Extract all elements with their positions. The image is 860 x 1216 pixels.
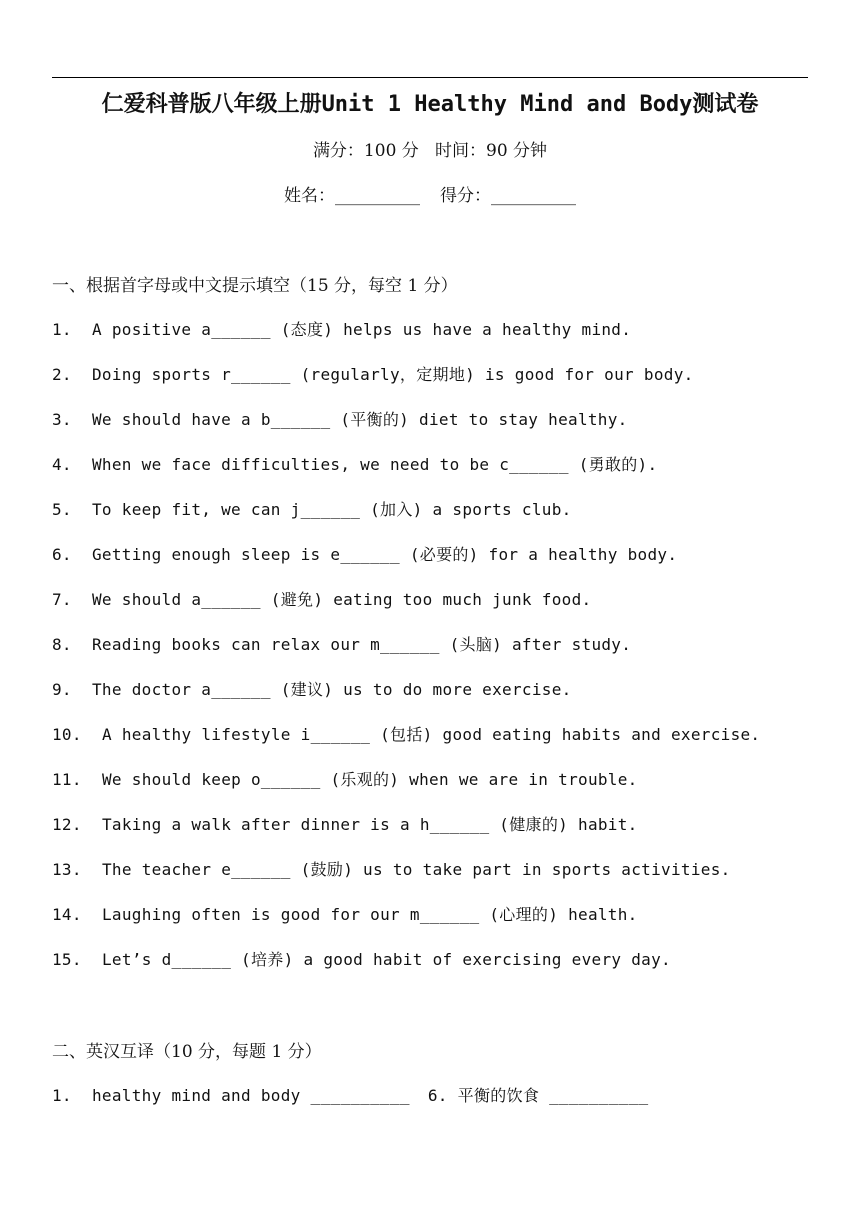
question-text: 平衡的饮食 __________	[457, 1086, 649, 1105]
question-number: 9.	[52, 680, 72, 699]
question-text: The teacher e______ (鼓励) us to take part in sports activities.	[102, 860, 731, 879]
question-item	[52, 947, 671, 970]
question-item	[52, 902, 638, 925]
question-number: 5.	[52, 500, 72, 519]
question-text: A healthy lifestyle i______ (包括) good eating habits and exercise.	[102, 725, 761, 744]
question-text: Laughing often is good for our m______ (心理的) health.	[102, 905, 638, 924]
question-item	[52, 362, 694, 385]
question-number: 11.	[52, 770, 82, 789]
question-number: 1.	[52, 1086, 72, 1105]
score-time-text: 满分：100 分 时间：90 分钟	[312, 141, 548, 161]
question-number: 6.	[427, 1086, 448, 1105]
question-item	[52, 317, 631, 340]
question-text: A positive a______ (态度) helps us have a healthy mind.	[92, 320, 632, 339]
question-item	[52, 767, 638, 790]
question-text: When we face difficulties, we need to be c______ (勇敢的).	[92, 455, 658, 474]
question-number: 12.	[52, 815, 82, 834]
name-score-line	[0, 181, 860, 206]
question-text: To keep fit, we can j______ (加入) a sports club.	[92, 500, 572, 519]
question-item	[52, 542, 677, 565]
question-text: Getting enough sleep is e______ (必要的) for a healthy body.	[92, 545, 678, 564]
score-time-line	[0, 136, 860, 161]
question-text: healthy mind and body __________	[92, 1086, 410, 1105]
score-field[interactable]: 得分：__________	[440, 186, 576, 206]
question-item	[52, 812, 638, 835]
question-number: 10.	[52, 725, 82, 744]
question-text: We should a______ (避免) eating too much junk food.	[92, 590, 592, 609]
question-text: Reading books can relax our m______ (头脑) after study.	[92, 635, 632, 654]
question-item	[52, 677, 572, 700]
translation-row	[52, 1083, 648, 1106]
question-number: 1.	[52, 320, 72, 339]
page-title: 仁爱科普版八年级上册Unit 1 Healthy Mind and Body测试卷	[101, 92, 759, 117]
question-item	[52, 407, 628, 430]
question-item	[52, 497, 572, 520]
header-rule	[52, 77, 808, 78]
question-item	[52, 452, 657, 475]
question-text: Let’s d______ (培养) a good habit of exercising every day.	[102, 950, 671, 969]
question-text: We should have a b______ (平衡的) diet to stay healthy.	[92, 410, 628, 429]
section2-heading: 二、英汉互译（10 分，每题 1 分）	[52, 1042, 322, 1062]
question-number: 13.	[52, 860, 82, 879]
question-item	[52, 857, 731, 880]
section1-heading: 一、根据首字母或中文提示填空（15 分，每空 1 分）	[52, 276, 458, 296]
question-text: Doing sports r______ (regularly，定期地) is good for our body.	[92, 365, 694, 384]
question-text: Taking a walk after dinner is a h______ (健康的) habit.	[102, 815, 638, 834]
question-number: 6.	[52, 545, 72, 564]
question-number: 4.	[52, 455, 72, 474]
question-number: 2.	[52, 365, 72, 384]
question-number: 14.	[52, 905, 82, 924]
question-item	[52, 632, 631, 655]
name-field[interactable]: 姓名：__________	[284, 186, 420, 206]
question-number: 7.	[52, 590, 72, 609]
question-item	[52, 722, 760, 745]
question-number: 8.	[52, 635, 72, 654]
question-text: We should keep o______ (乐观的) when we are in trouble.	[102, 770, 638, 789]
question-number: 15.	[52, 950, 82, 969]
question-text: The doctor a______ (建议) us to do more exercise.	[92, 680, 572, 699]
question-number: 3.	[52, 410, 72, 429]
question-item	[52, 587, 591, 610]
